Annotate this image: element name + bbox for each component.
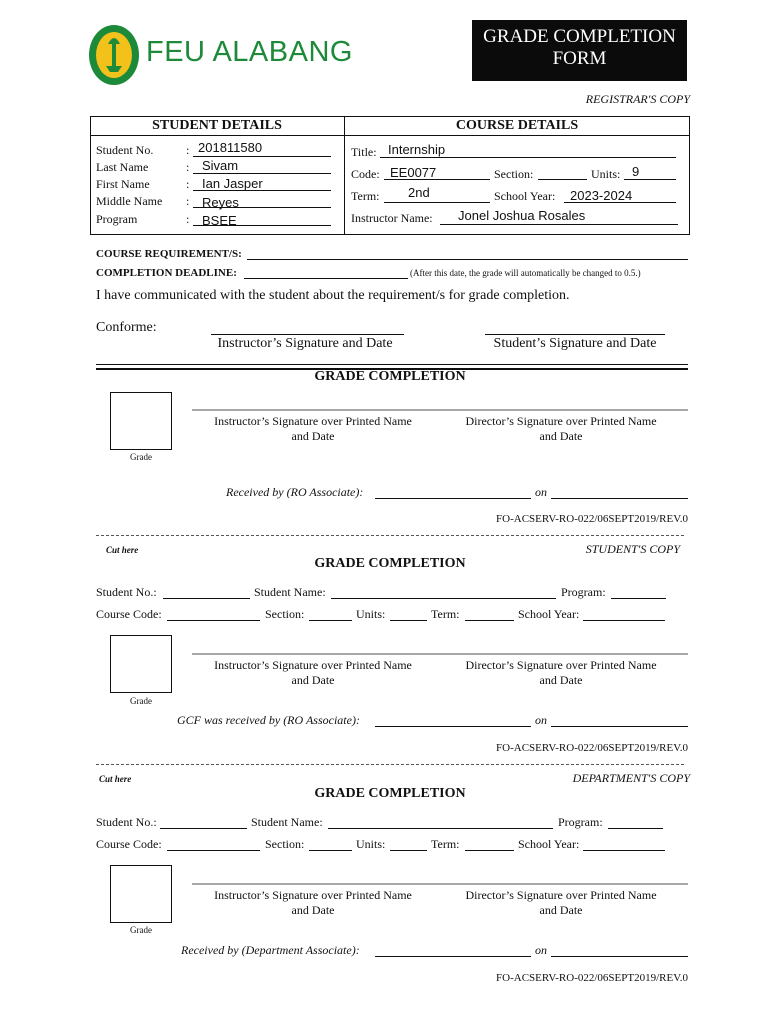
completion-deadline-field[interactable]: [244, 278, 408, 279]
course-school-year-value[interactable]: 2023-2024: [570, 188, 633, 203]
sc-section-field[interactable]: [309, 620, 352, 621]
program-value[interactable]: BSEE: [202, 213, 237, 228]
middle-name-label: Middle Name: [96, 194, 163, 208]
dc-on-label: on: [535, 943, 547, 957]
course-term-value[interactable]: 2nd: [408, 185, 430, 200]
sc-student-name-label: Student Name:: [254, 585, 326, 599]
student-copy-label: STUDENT'S COPY: [585, 542, 680, 556]
sc-section-label: Section:: [265, 607, 305, 621]
course-units-value[interactable]: 9: [632, 164, 640, 179]
sc-course-code-field[interactable]: [167, 620, 260, 621]
course-title-value[interactable]: Internship: [388, 142, 446, 157]
sc-student-name-field[interactable]: [331, 598, 556, 599]
sc-school-year-field[interactable]: [583, 620, 665, 621]
first-name-label: First Name: [96, 177, 150, 191]
instructor-name-value[interactable]: Jonel Joshua Rosales: [458, 208, 586, 223]
course-term-label: Term:: [351, 189, 380, 203]
course-details-heading: COURSE DETAILS: [455, 118, 579, 133]
dept-copy-cut-here: Cut here: [99, 774, 132, 784]
sc-form-code: FO-ACSERV-RO-022/06SEPT2019/REV.0: [496, 742, 688, 754]
course-requirement-label: COURSE REQUIREMENT/S:: [96, 248, 242, 260]
first-name-value[interactable]: Ian Jasper: [202, 176, 263, 191]
cut-line-1: [96, 535, 684, 536]
sc-term-field[interactable]: [465, 620, 514, 621]
instructor-signature-caption: Instructor’s Signature and Date: [217, 336, 393, 351]
student-no-label: Student No.: [96, 143, 154, 157]
deadline-note: (After this date, the grade will automatically be changed to 0.5.): [410, 268, 641, 278]
course-requirement-field[interactable]: [247, 259, 688, 260]
sc-on-label: on: [535, 713, 547, 727]
course-code-label: Code:: [351, 167, 380, 181]
last-name-value[interactable]: Sivam: [202, 158, 239, 173]
sc-received-field[interactable]: [375, 726, 531, 727]
dc-received-field[interactable]: [375, 956, 531, 957]
registrar-received-field[interactable]: [375, 498, 531, 499]
sc-instructor-sig-caption: Instructor’s Signature over Printed Name and Date: [214, 658, 412, 687]
dc-units-label: Units:: [356, 837, 386, 851]
dc-section-label: Section:: [265, 837, 305, 851]
sc-director-sig-caption: Director’s Signature over Printed Name and Date: [465, 658, 657, 687]
student-signature-line[interactable]: [485, 334, 665, 335]
cut-line-2: [96, 764, 684, 765]
registrar-grade-label: Grade: [130, 452, 152, 462]
sc-program-label: Program:: [561, 585, 606, 599]
sc-units-label: Units:: [356, 607, 386, 621]
dc-school-year-label: School Year:: [518, 837, 580, 851]
dc-program-field[interactable]: [608, 828, 663, 829]
sc-grade-box[interactable]: [110, 635, 172, 693]
registrar-grade-box[interactable]: [110, 392, 172, 450]
registrar-grade-completion-heading: GRADE COMPLETION: [314, 369, 466, 384]
sc-grade-label: Grade: [130, 696, 152, 706]
dc-term-label: Term:: [431, 837, 460, 851]
dc-student-no-field[interactable]: [160, 828, 247, 829]
form-title-block: [472, 20, 687, 81]
sc-units-field[interactable]: [390, 620, 427, 621]
registrar-received-label: Received by (RO Associate):: [226, 485, 364, 499]
sc-received-label: GCF was received by (RO Associate):: [177, 713, 360, 727]
dc-units-field[interactable]: [390, 850, 427, 851]
dc-program-label: Program:: [558, 815, 603, 829]
sc-student-no-label: Student No.:: [96, 585, 157, 599]
dept-copy-label: DEPARTMENT'S COPY: [572, 771, 690, 785]
course-section-label: Section:: [494, 167, 534, 181]
dc-form-code: FO-ACSERV-RO-022/06SEPT2019/REV.0: [496, 972, 688, 984]
sc-term-label: Term:: [431, 607, 460, 621]
dc-on-field[interactable]: [551, 956, 688, 957]
instructor-name-label: Instructor Name:: [351, 211, 433, 225]
dc-student-name-label: Student Name:: [251, 815, 323, 829]
dc-signature-line[interactable]: [192, 883, 688, 885]
form-title-line1: GRADE COMPLETION: [483, 26, 676, 47]
dc-term-field[interactable]: [465, 850, 514, 851]
student-signature-caption: Student’s Signature and Date: [493, 336, 657, 351]
dc-course-code-label: Course Code:: [96, 837, 162, 851]
conforme-label: Conforme:: [96, 320, 157, 335]
sc-student-no-field[interactable]: [163, 598, 250, 599]
dc-grade-box[interactable]: [110, 865, 172, 923]
course-title-label: Title:: [351, 145, 377, 159]
dc-grade-label: Grade: [130, 925, 152, 935]
student-copy-heading: GRADE COMPLETION: [314, 556, 466, 571]
brand-name: FEU ALABANG: [146, 36, 353, 68]
sc-school-year-label: School Year:: [518, 607, 580, 621]
form-title-line2: FORM: [552, 48, 607, 69]
student-copy-cut-here: Cut here: [106, 545, 139, 555]
communication-statement: I have communicated with the student about the requirement/s for grade completion.: [96, 288, 570, 303]
program-label: Program: [96, 212, 138, 226]
dc-instructor-sig-caption: Instructor’s Signature over Printed Name and Date: [214, 888, 412, 917]
registrar-instructor-sig-caption: Instructor’s Signature over Printed Name and Date: [214, 414, 412, 443]
registrar-copy-label: REGISTRAR'S COPY: [585, 92, 690, 106]
dc-course-code-field[interactable]: [167, 850, 260, 851]
completion-deadline-label: COMPLETION DEADLINE:: [96, 267, 237, 279]
middle-name-value[interactable]: Reyes: [202, 195, 239, 210]
sc-on-field[interactable]: [551, 726, 688, 727]
school-seal-icon: [88, 24, 140, 86]
registrar-director-sig-caption: Director’s Signature over Printed Name and Date: [465, 414, 657, 443]
instructor-signature-line[interactable]: [211, 334, 404, 335]
dc-director-sig-caption: Director’s Signature over Printed Name and Date: [465, 888, 657, 917]
student-no-value[interactable]: 201811580: [198, 140, 263, 155]
dc-received-label: Received by (Department Associate):: [181, 943, 360, 957]
details-header-rule: [90, 135, 690, 136]
dept-copy-heading: GRADE COMPLETION: [314, 786, 466, 801]
dc-school-year-field[interactable]: [583, 850, 665, 851]
sc-signature-line[interactable]: [192, 653, 688, 655]
registrar-signature-line[interactable]: [192, 409, 688, 411]
student-details-heading: STUDENT DETAILS: [152, 118, 282, 133]
dc-student-no-label: Student No.:: [96, 815, 157, 829]
sc-program-field[interactable]: [611, 598, 666, 599]
dc-section-field[interactable]: [309, 850, 352, 851]
course-units-label: Units:: [591, 167, 621, 181]
course-code-value[interactable]: EE0077: [390, 165, 437, 180]
last-name-label: Last Name: [96, 160, 149, 174]
registrar-form-code: FO-ACSERV-RO-022/06SEPT2019/REV.0: [496, 513, 688, 525]
registrar-on-field[interactable]: [551, 498, 688, 499]
course-school-year-label: School Year:: [494, 189, 556, 203]
dc-student-name-field[interactable]: [328, 828, 553, 829]
registrar-on-label: on: [535, 485, 547, 499]
sc-course-code-label: Course Code:: [96, 607, 162, 621]
